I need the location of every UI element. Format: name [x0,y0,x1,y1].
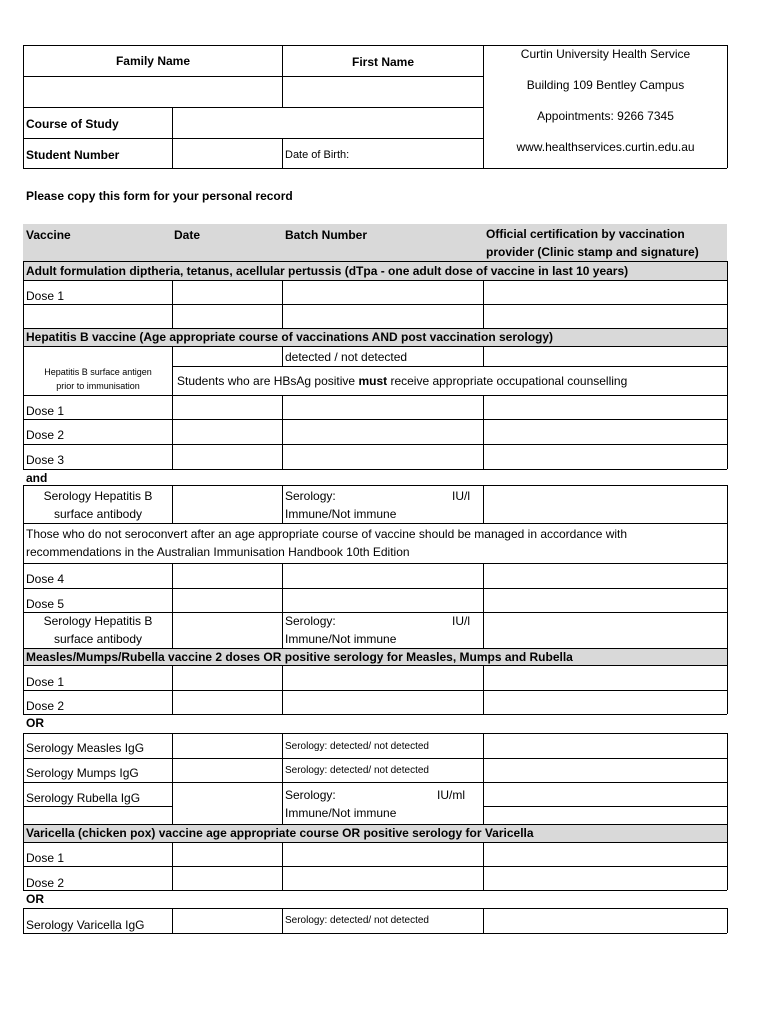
student-number-label: Student Number [26,148,120,162]
family-name-field[interactable] [24,77,282,107]
mmr-measles-label: Serology Measles IgG [26,741,145,755]
varicella-dose1-date[interactable] [173,843,282,866]
first-name-field[interactable] [283,77,483,107]
student-number-field[interactable] [173,139,282,168]
col-cert-line1: Official certification by vaccination [486,227,685,241]
hepb-note-line1: Those who do not seroconvert after an age appropriate course of vaccine should be managed in accordance with [26,527,628,541]
hepb-dose4-batch[interactable] [283,564,483,588]
hepb-serology2-line2: surface antibody [53,632,143,646]
hepb-serology1-line1: Serology Hepatitis B [43,489,153,503]
hepb-dose3-date[interactable] [173,445,282,469]
clinic-name: Curtin University Health Service [520,47,691,61]
hepb-and-label: and [26,471,48,485]
hepb-dose5-label: Dose 5 [26,597,65,611]
col-batch: Batch Number [285,228,368,242]
varicella-dose2-label: Dose 2 [26,876,65,890]
col-cert-line2: provider (Clinic stamp and signature) [486,245,699,259]
varicella-dose2-batch[interactable] [283,867,483,890]
copy-note: Please copy this form for your personal record [26,189,293,203]
dtpa-title: Adult formulation diptheria, tetanus, acellular pertussis (dTpa - one adult dose of vaccine in last 10 years) [26,264,629,278]
hepb-dose2-date[interactable] [173,420,282,444]
hepb-dose2-label: Dose 2 [26,428,65,442]
clinic-web: www.healthservices.curtin.edu.au [516,140,695,154]
mmr-mumps-label: Serology Mumps IgG [26,766,139,780]
hepb-note-line2: recommendations in the Australian Immunisation Handbook 10th Edition [26,545,410,559]
hepb-serology2-unit: IU/l [452,614,470,628]
hepb-dose5-batch[interactable] [283,589,483,612]
mmr-title: Measles/Mumps/Rubella vaccine 2 doses OR positive serology for Measles, Mumps and Rubella [26,650,573,664]
varicella-dose1-batch[interactable] [283,843,483,866]
dob-label: Date of Birth: [285,149,350,161]
dtpa-dose1-batch[interactable] [283,281,483,304]
hepb-serology2-label: Serology: [285,614,336,628]
mmr-measles-detected[interactable]: Serology: detected/ not detected [285,741,429,752]
clinic-phone: Appointments: 9266 7345 [537,109,674,123]
hepb-dose1-date[interactable] [173,396,282,419]
mmr-dose1-batch[interactable] [283,666,483,690]
clinic-address: Building 109 Bentley Campus [526,78,685,92]
hepb-serology1-label: Serology: [285,489,336,503]
mmr-dose1-date[interactable] [173,666,282,690]
dtpa-certification[interactable] [484,281,727,328]
varicella-or-label: OR [26,892,44,906]
dtpa-dose1-date[interactable] [173,281,282,304]
hepb-serology1-line2: surface antibody [53,507,143,521]
hepb-serology1-unit: IU/l [452,489,470,503]
varicella-dose1-label: Dose 1 [26,851,65,865]
hepb-dose5-date[interactable] [173,589,282,612]
dtpa-dose1-label: Dose 1 [26,289,65,303]
varicella-title: Varicella (chicken pox) vaccine age appropriate course OR positive serology for Varicella [26,826,534,840]
hepb-dose2-batch[interactable] [283,420,483,444]
hepb-dose3-label: Dose 3 [26,453,65,467]
mmr-or-label: OR [26,716,44,730]
mmr-rubella-label: Serology Rubella IgG [26,791,141,805]
hepb-dose3-batch[interactable] [283,445,483,469]
hepb-serology1-immune[interactable]: Immune/Not immune [285,507,397,521]
hepb-counselling-note: Students who are HBsAg positive must receive appropriate occupational counselling [177,374,628,388]
mmr-dose2-batch[interactable] [283,691,483,714]
mmr-dose1-label: Dose 1 [26,675,65,689]
family-name-label: Family Name [115,54,191,68]
hepb-detected-option[interactable]: detected / not detected [285,350,408,364]
course-label: Course of Study [26,117,119,131]
hepb-serology2-line1: Serology Hepatitis B [43,614,153,628]
course-field[interactable] [173,108,483,138]
col-vaccine: Vaccine [26,228,71,242]
hepb-dose4-date[interactable] [173,564,282,588]
mmr-rubella-immune[interactable]: Immune/Not immune [285,806,397,820]
hepb-antigen-line1: Hepatitis B surface antigen [44,367,152,377]
mmr-dose2-label: Dose 2 [26,699,65,713]
mmr-rubella-unit: IU/ml [437,788,465,802]
varicella-serology-detected[interactable]: Serology: detected/ not detected [285,915,429,926]
hepb-dose4-label: Dose 4 [26,572,65,586]
hepb-dose1-label: Dose 1 [26,404,65,418]
col-date: Date [174,228,201,242]
mmr-dose2-date[interactable] [173,691,282,714]
first-name-label: First Name [351,55,415,69]
hepb-dose1-batch[interactable] [283,396,483,419]
hepb-antigen-line2: prior to immunisation [56,381,140,391]
mmr-rubella-serology-label: Serology: [285,788,336,802]
hepb-title: Hepatitis B vaccine (Age appropriate course of vaccinations AND post vaccination serology) [26,330,554,344]
varicella-dose2-date[interactable] [173,867,282,890]
varicella-serology-label: Serology Varicella IgG [26,918,145,932]
hepb-serology2-immune[interactable]: Immune/Not immune [285,632,397,646]
mmr-mumps-detected[interactable]: Serology: detected/ not detected [285,765,429,776]
